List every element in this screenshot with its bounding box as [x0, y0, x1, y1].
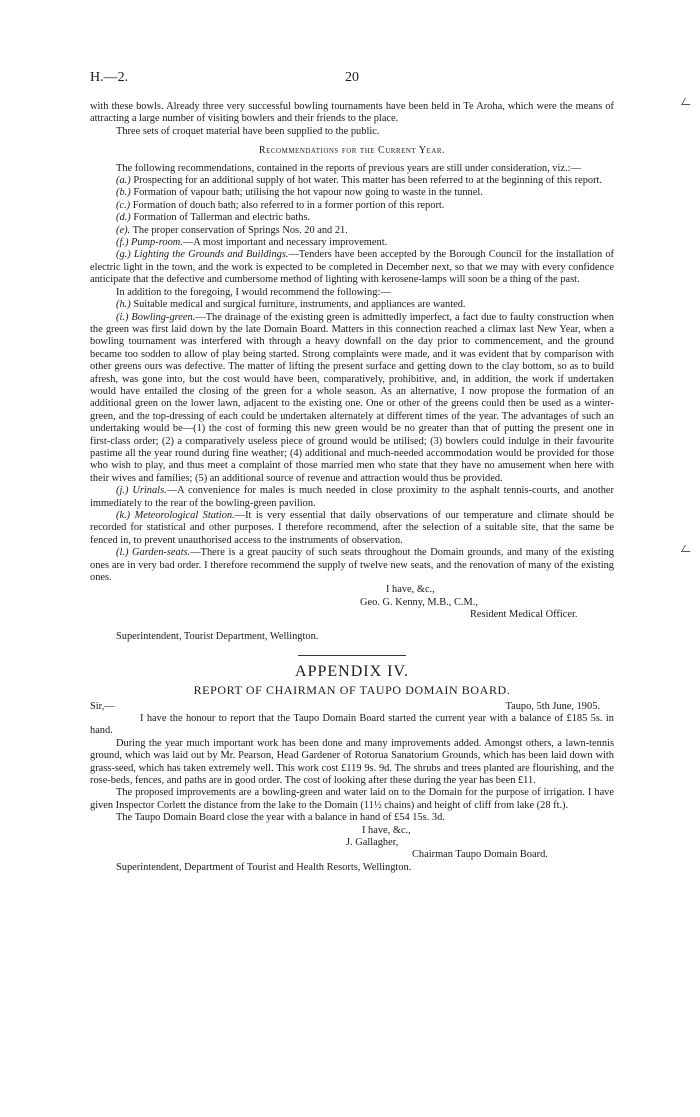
- signatory: J. Gallagher,: [346, 836, 399, 848]
- report-paragraph: I have the honour to report that the Taupo Domain Board started the current year with a balance of £185 5s. in hand.: [90, 712, 614, 737]
- recommendations-lead: The following recommendations, contained in the reports of previous years are still under consideration, viz.:—: [116, 162, 581, 174]
- item-title: Meteorological Station.: [134, 510, 235, 521]
- recommendation-item: [90, 510, 614, 547]
- recommendation-item: [90, 299, 614, 311]
- item-label: (b.): [116, 187, 131, 199]
- recommendation-item: [90, 547, 614, 584]
- page-number: 20: [345, 70, 359, 85]
- closing: I have, &c.,: [362, 824, 411, 836]
- recommendation-item: [90, 200, 614, 212]
- item-text: Formation of douch bath; also referred to in a former portion of this report.: [132, 199, 445, 211]
- item-text: —Tenders have been accepted by the Borough Council for the installation of electric light in the town, and the work is expected to be completed in December next, so that we may with every confidence anticipate that the defective and cumbersome method of lighting with kerosene-lamps will soon be a thing of the past.: [90, 249, 614, 286]
- report-date: Taupo, 5th June, 1905.: [505, 700, 600, 712]
- signatory: Geo. G. Kenny, M.B., C.M.,: [360, 596, 478, 608]
- recommendation-item: [90, 312, 614, 486]
- item-label: (j.): [116, 485, 129, 497]
- item-label: (f.): [116, 237, 129, 249]
- item-label: (h.): [116, 299, 131, 311]
- report-title: REPORT OF CHAIRMAN OF TAUPO DOMAIN BOARD.: [193, 683, 511, 698]
- addressee: Superintendent, Department of Tourist and Health Resorts, Wellington.: [116, 861, 412, 873]
- recommendation-item: [90, 485, 614, 510]
- addressee: Superintendent, Tourist Department, Wellington.: [116, 630, 319, 642]
- item-text: —The drainage of the existing green is admittedly imperfect, a fact due to faulty construction when the green was first laid down by the late Domain Board. Matters in this connection reached a climax last New Year, when a bowling tournament was interfered with through a heavy downfall on the day prior to commencement, and the ground became too sodden to allow of play being started. Strong complaints were made, and it was evident that by comparison with other greens ours was defective. The matter of lifting the present surface and getting down to the clay bottom, so as to build afresh, was gone into, but the cost would have been, comparatively, prohibitive, and, in addition, the work if undertaken would have entailed the closing of the green for a whole season. As an alternative, I now propose the formation of an additional green on the lower lawn, adjacent to the existing one. One or other of the greens could then be used as a winter-green, and the top-dressing of each could be undertaken alternately at different times of the year. The advantages of such an undertaking would be—(1) the cost of forming this new green would be no greater than that of putting the present one in first-class order; (2) a comparatively useless piece of ground would be utilised; (3) bowlers could indulge in their favourite pastime all the year round during fine weather; (4) additional and much-needed accommodation would be provided for those who wish to play, and thus meet a complaint of those married men who state that they have no amusement when here with their wives and families; (5) an additional source of revenue and attraction would thus be provided.: [90, 311, 614, 484]
- item-label: (i.): [116, 311, 129, 323]
- additional-recommendations-lead: In addition to the foregoing, I would recommend the following:—: [116, 286, 391, 298]
- item-text: —There is a great paucity of such seats throughout the Domain grounds, and many of the existing ones are in very bad order. I therefore recommend the supply of twelve new seats, and the renovation of many of the existing ones.: [90, 547, 614, 584]
- signatory-title: Chairman Taupo Domain Board.: [412, 849, 548, 861]
- recommendation-item: [90, 225, 614, 237]
- item-label: (a.): [116, 175, 131, 187]
- item-title: Bowling-green.: [131, 311, 196, 323]
- recommendation-item: [90, 237, 614, 249]
- report-paragraph: The proposed improvements are a bowling-green and water laid on to the Domain for the purpose of irrigation. I have given Inspector Corlett the distance from the lake to the Domain (11½ chains) and height of cliff from lake (28 ft.).: [90, 787, 614, 811]
- section-divider: [298, 655, 406, 656]
- item-title: Urinals.: [132, 485, 167, 497]
- closing: I have, &c.,: [386, 584, 435, 596]
- recommendation-item: [90, 187, 614, 199]
- item-text: —A most important and necessary improvement.: [182, 237, 388, 249]
- item-title: Pump-room.: [131, 237, 183, 249]
- report-paragraph: The Taupo Domain Board close the year with a balance in hand of £54 15s. 3d.: [116, 812, 445, 824]
- item-text: Formation of Tallerman and electric baths.: [133, 212, 311, 224]
- section-heading: Recommendations for the Current Year.: [258, 145, 446, 157]
- margin-mark: [681, 98, 694, 105]
- item-label: (d.): [116, 212, 131, 224]
- item-text: The proper conservation of Springs Nos. 20 and 21.: [132, 224, 348, 236]
- item-title: Garden-seats.: [132, 547, 191, 559]
- signatory-title: Resident Medical Officer.: [470, 609, 578, 621]
- page-header: [90, 70, 614, 90]
- item-label: (g.): [116, 249, 131, 261]
- item-text: Prospecting for an additional supply of hot water. This matter has been referred to at the beginning of this report.: [133, 175, 603, 187]
- item-text: —A convenience for males is much needed in close proximity to the asphalt tennis-courts, and another immediately to the rear of the bowling-green pavilion.: [90, 485, 614, 509]
- document-body: [90, 101, 614, 874]
- item-label: (e).: [116, 224, 131, 236]
- recommendation-item: [90, 249, 614, 286]
- item-label: (k.): [116, 510, 131, 521]
- report-paragraph: During the year much important work has been done and many improvements added. Amongst others, a lawn-tennis ground, which was laid out by Mr. Pearson, Head Gardener of Rotorua Sanatorium Grounds, which has been laid down with grass-seed, which has taken extremely well. This work cost £119 9s. 9d. The shrubs and trees planted are flourishing, and the rose-beds, fences, and paths are in good order. The cost of looking after these during the year has been £11.: [90, 737, 614, 786]
- recommendation-item: [90, 212, 614, 224]
- item-text: Suitable medical and surgical furniture, instruments, and appliances are wanted.: [133, 299, 466, 311]
- appendix-title: APPENDIX IV.: [295, 663, 409, 681]
- salutation-line: [90, 701, 614, 713]
- item-text: —It is very essential that daily observations of our temperature and climate should be recorded for statistical and other purposes. I therefore recommend, after the selection of a suitable site, that the same be fenced in, to prevent unauthorised access to the instruments of observation.: [90, 510, 615, 546]
- recommendation-item: [90, 175, 614, 187]
- intro-paragraph: with these bowls. Already three very successful bowling tournaments have been held in Te Aroha, which were the means of attracting a large number of visiting bowlers and their friends to the place.: [90, 101, 614, 125]
- item-label: (c.): [116, 199, 131, 211]
- parliamentary-paper-reference: H.—2.: [90, 70, 129, 85]
- margin-mark: [681, 545, 694, 552]
- recommendation-list: [90, 299, 614, 584]
- intro-paragraph: Three sets of croquet material have been supplied to the public.: [116, 125, 380, 137]
- item-label: (l.): [116, 547, 129, 559]
- recommendation-list: [90, 175, 614, 287]
- salutation: Sir,—: [90, 700, 115, 712]
- item-title: Lighting the Grounds and Buildings.: [133, 249, 289, 261]
- item-text: Formation of vapour bath; utilising the hot vapour now going to waste in the tunnel.: [133, 187, 483, 199]
